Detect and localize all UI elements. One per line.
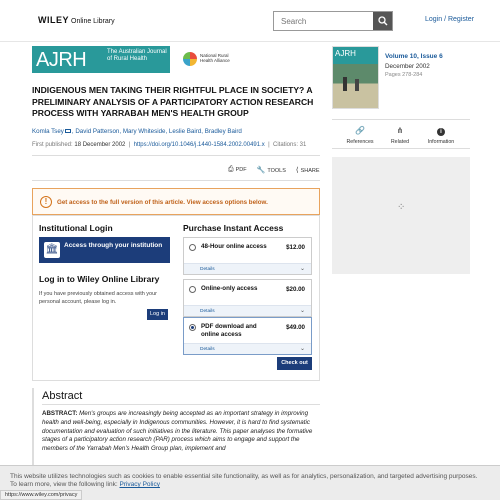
divider <box>332 148 470 149</box>
access-notice <box>32 188 320 215</box>
building-icon: 🏛 <box>44 242 60 258</box>
wrench-icon: 🔧 <box>256 167 266 174</box>
cookie-text-prefix: To learn more, view the following link: <box>10 481 118 488</box>
wiley-logo[interactable] <box>38 15 115 25</box>
details-label: Details <box>200 267 215 272</box>
pdf-icon: ⎙ <box>228 166 234 173</box>
institution-access-label: Access through your institution <box>64 242 163 249</box>
details-toggle[interactable] <box>184 305 311 316</box>
article-title: INDIGENOUS MEN TAKING THEIR RIGHTFUL PLACE IN SOCIETY? A PRELIMINARY ANALYSIS OF A PARTICIPATORY ACTION RESEARCH PROCESS WITH YARRABAH MEN'S HEALTH GROUP <box>32 85 314 119</box>
logo-text: WILEY <box>38 15 69 25</box>
share-icon: ⟨ <box>295 167 299 174</box>
journal-full-name: The Australian Journal of Rural Health <box>107 49 167 62</box>
search-icon <box>378 16 388 26</box>
option-price: $49.00 <box>286 324 305 331</box>
author-link[interactable]: Mary Whiteside <box>122 128 166 135</box>
partner-name: National Rural Health Alliance <box>200 53 230 63</box>
status-bar-url: https://www.wiley.com/privacy <box>0 490 82 500</box>
purchase-heading: Purchase Instant Access <box>183 223 284 233</box>
cookie-text: This website utilizes technologies such as cookies to enable essential site functionality, as well as for analytics, personalization, and targeted advertising purposes. <box>10 473 478 480</box>
purchase-option[interactable] <box>183 279 312 317</box>
abstract-text <box>42 410 320 454</box>
tools-button[interactable] <box>257 166 286 174</box>
radio-button[interactable] <box>189 286 196 293</box>
abstract-label: ABSTRACT: <box>42 410 78 417</box>
option-price: $20.00 <box>286 286 305 293</box>
checkout-button[interactable]: Check out <box>277 357 312 370</box>
login-register-link[interactable]: Login / Register <box>425 16 475 23</box>
purchase-option[interactable] <box>183 237 312 275</box>
network-icon: ⋔ <box>396 126 404 135</box>
chevron-down-icon: ⌄ <box>299 308 305 314</box>
divider <box>332 119 470 120</box>
cover-abbr: AJRH <box>335 49 356 58</box>
divider <box>32 155 320 156</box>
partner-mark-icon <box>183 52 197 66</box>
pdf-button[interactable] <box>228 166 247 174</box>
issue-volume-link[interactable]: Volume 10, Issue 6 <box>385 53 443 60</box>
top-header <box>0 0 500 42</box>
search-input[interactable] <box>274 12 374 30</box>
notice-message: Get access to the full version of this article. <box>57 199 185 206</box>
pdf-label: PDF <box>235 167 247 173</box>
references-label: References <box>346 139 374 145</box>
first-published-date: 18 December 2002 <box>74 142 126 148</box>
author-list: Komla Tsey , David Patterson, Mary Whiteside, Leslie Baird, Bradley Baird <box>32 128 242 135</box>
author-link[interactable]: David Patterson <box>75 128 120 135</box>
cover-figure <box>355 79 359 91</box>
citations-count[interactable]: Citations: 31 <box>272 142 307 148</box>
article-tools <box>228 166 320 174</box>
details-label: Details <box>200 347 215 352</box>
logo-subtitle: Online Library <box>71 18 115 25</box>
privacy-policy-link[interactable]: Privacy Policy <box>119 481 160 488</box>
info-icon: i <box>423 126 459 136</box>
details-toggle[interactable] <box>184 343 311 354</box>
cookie-text-line2 <box>10 481 160 488</box>
radio-button-selected[interactable] <box>189 324 196 331</box>
references-tab[interactable] <box>342 126 378 145</box>
divider <box>32 180 320 181</box>
loading-spinner-icon: ⁘ <box>397 202 406 213</box>
issue-date: December 2002 <box>385 63 430 70</box>
option-name: Online-only access <box>201 285 258 292</box>
author-link[interactable]: Bradley Baird <box>204 128 242 135</box>
related-label: Related <box>390 139 410 145</box>
details-toggle[interactable] <box>184 263 311 274</box>
purchase-option[interactable] <box>183 317 312 355</box>
abstract-heading: Abstract <box>42 390 83 402</box>
access-notice-text <box>57 199 268 206</box>
abstract-body: Men's groups are increasingly being accepted as an important strategy in improving health and well-being, especially in Indigenous communities. However, it is hard to find systematic documentation and evaluation of such initiatives in the literature. This paper analyses the formative stages of a participatory action research (PAR) process which aims to engage and support the members of the Yarrabah Men's Health Group plan, implement and <box>42 410 313 453</box>
chevron-down-icon: ⌄ <box>299 346 305 352</box>
doi-link[interactable]: https://doi.org/10.1046/j.1440-1584.2002.00491.x <box>133 142 265 148</box>
partner-logo[interactable] <box>178 46 238 73</box>
cover-figure <box>343 77 347 91</box>
share-button[interactable] <box>296 166 320 174</box>
view-access-options-link[interactable]: View access options below. <box>186 199 268 206</box>
link-icon: 🔗 <box>355 126 365 135</box>
first-published-label: First published: <box>32 142 73 148</box>
tools-label: TOOLS <box>267 168 286 174</box>
divider <box>42 404 320 405</box>
information-label: Information <box>427 139 455 145</box>
journal-banner[interactable] <box>32 46 170 73</box>
log-in-button[interactable]: Log in <box>147 309 168 320</box>
institution-access-button[interactable] <box>39 237 170 263</box>
info-icon: ! <box>40 196 52 208</box>
journal-abbr: AJRH <box>36 49 87 71</box>
details-label: Details <box>200 309 215 314</box>
journal-cover-image[interactable] <box>332 46 379 109</box>
publication-info: First published: 18 December 2002 | https://doi.org/10.1046/j.1440-1584.2002.00491.x | Citations: 31 <box>32 142 307 148</box>
author-link[interactable]: Leslie Baird <box>168 128 202 135</box>
option-name: PDF download and online access <box>201 323 257 338</box>
search-button[interactable] <box>373 12 392 30</box>
search-box <box>273 11 393 31</box>
chevron-down-icon: ⌄ <box>299 266 305 272</box>
option-price: $12.00 <box>286 244 305 251</box>
author-link[interactable]: Komla Tsey <box>32 128 64 135</box>
institutional-login-heading: Institutional Login <box>39 223 113 233</box>
wiley-login-text: If you have previously obtained access with your personal account, please log in. <box>39 291 158 305</box>
issue-pages: Pages 278-284 <box>385 72 423 78</box>
wiley-login-heading: Log in to Wiley Online Library <box>39 274 160 284</box>
share-label: SHARE <box>300 168 320 174</box>
radio-button[interactable] <box>189 244 196 251</box>
information-tab[interactable] <box>423 126 459 145</box>
option-name: 48-Hour online access <box>201 243 267 250</box>
sidebar-content-loading <box>332 157 470 274</box>
envelope-icon[interactable] <box>65 129 71 133</box>
related-tab[interactable] <box>382 126 418 145</box>
